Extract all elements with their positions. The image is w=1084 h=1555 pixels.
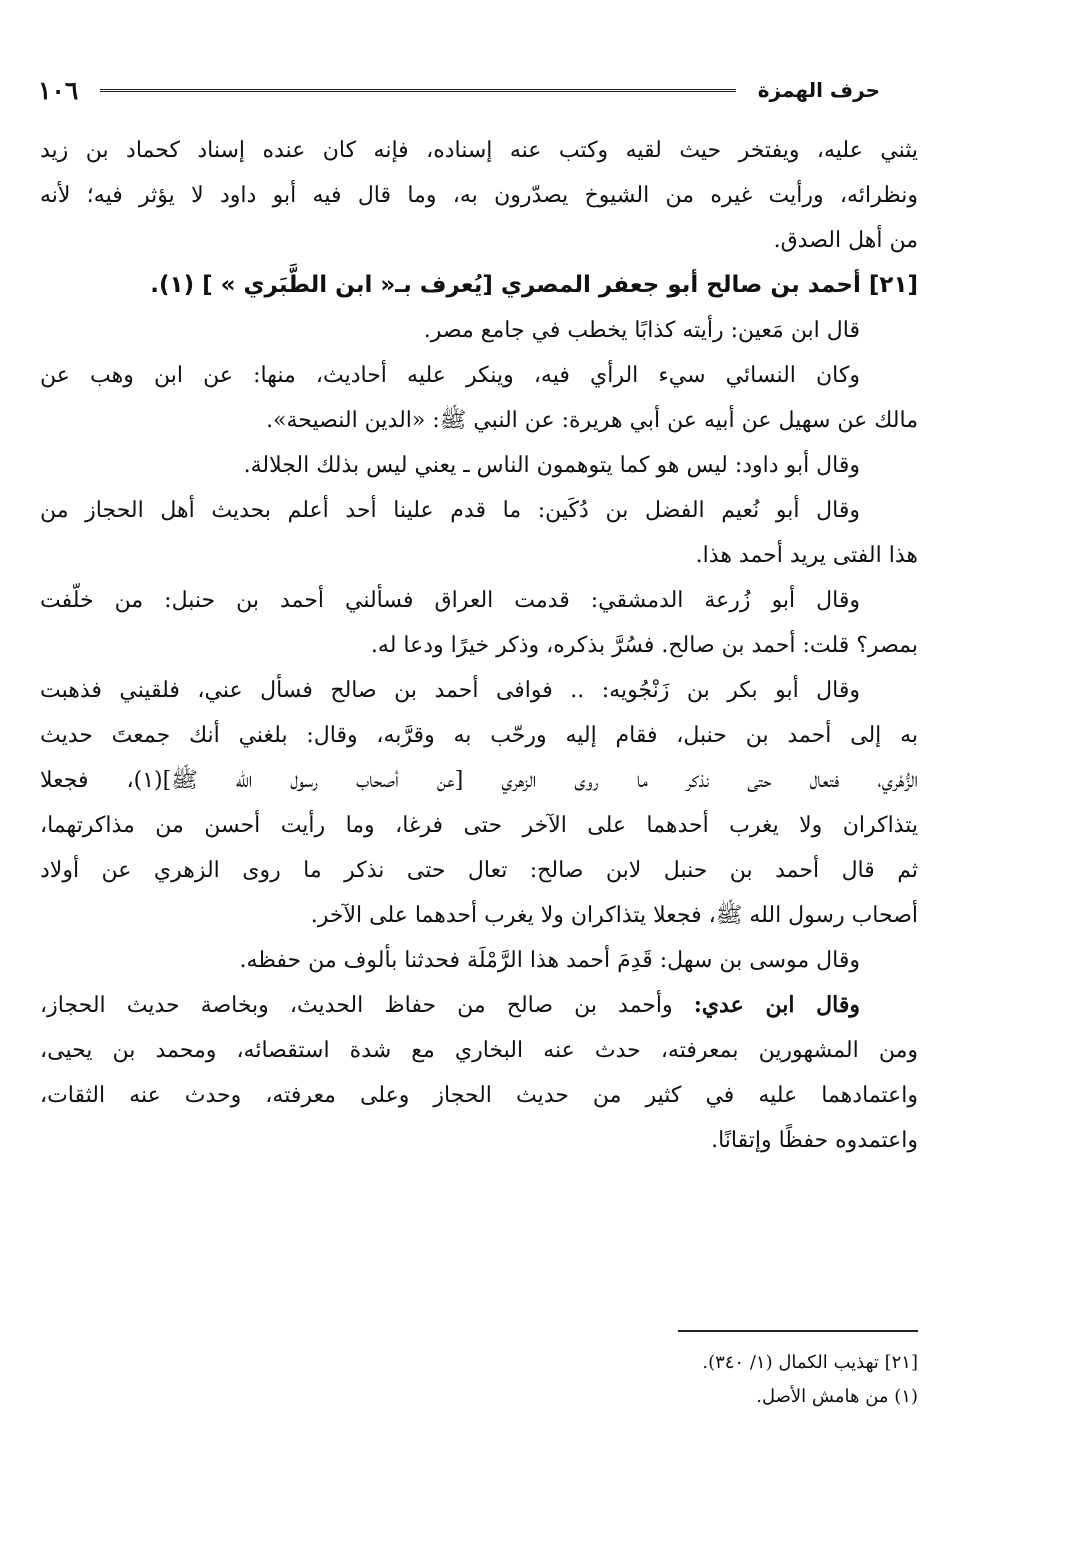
ibn-adi-rest: وأحمد بن صالح من حفاظ الحديث، وبخاصة حديث الحجاز، xyxy=(40,993,694,1018)
text-line xyxy=(40,983,918,1028)
page-number: ١٠٦ xyxy=(38,75,79,105)
text-line: أصحاب رسول الله ﷺ، فجعلا يتذاكران ولا يغرب أحدهما على الآخر. xyxy=(310,903,918,928)
header-rule xyxy=(100,89,735,92)
footnotes xyxy=(500,1346,918,1414)
ibn-adi-lead: وقال ابن عدي: xyxy=(693,992,860,1018)
chapter-title: حرف الهمزة xyxy=(757,78,880,102)
text-line: الزُّهْري، فتعال حتى نذكر ما روى الزهري [عن أصحاب رسول الله ﷺ](١)، فجعلا xyxy=(40,768,918,793)
text-line: ومن المشهورين بمعرفته، حدث عنه البخاري مع شدة استقصائه، ومحمد بن يحيى، xyxy=(40,1038,918,1063)
text-line: مالك عن سهيل عن أبيه عن أبي هريرة: عن النبي ﷺ: «الدين النصيحة». xyxy=(266,408,918,433)
text-line: وقال أبو نُعيم الفضل بن دُكَين: ما قدم علينا أحد أعلم بحديث أهل الحجاز من xyxy=(40,498,860,523)
text-line: واعتمدوه حفظًا وإتقانًا. xyxy=(711,1128,918,1153)
entry-heading: [٢١] أحمد بن صالح أبو جعفر المصري [يُعرف بـ« ابن الطَّبَري » ] (١). xyxy=(150,272,918,298)
main-text xyxy=(40,128,918,1163)
running-header xyxy=(38,70,880,110)
footnote-separator xyxy=(678,1330,918,1332)
text-line: وكان النسائي سيء الرأي فيه، وينكر عليه أحاديث، منها: عن ابن وهب عن xyxy=(40,363,860,388)
footnote: [٢١] تهذيب الكمال (١/ ٣٤٠). xyxy=(702,1352,918,1373)
text-line: ونظرائه، ورأيت غيره من الشيوخ يصدّرون به، وما قال فيه أبو داود لا يؤثر فيه؛ لأنه xyxy=(40,183,918,208)
text-line: وقال أبو بكر بن زَنْجُويه: .. فوافى أحمد بن صالح فسأل عني، فلقيني فذهبت xyxy=(40,678,860,703)
text-line: يتذاكران ولا يغرب أحدهما على الآخر حتى فرغا، وما رأيت أحسن من مذاكرتهما، xyxy=(40,813,918,838)
text-line: به إلى أحمد بن حنبل، فقام إليه ورحّب به وقرَّبه، وقال: بلغني أنك جمعتَ حديث xyxy=(40,723,918,748)
text-line: واعتمادهما عليه في كثير من حديث الحجاز وعلى معرفته، وحدث عنه الثقات، xyxy=(40,1083,918,1108)
text-line: قال ابن مَعين: رأيته كذابًا يخطب في جامع مصر. xyxy=(423,318,860,343)
text-line: ثم قال أحمد بن حنبل لابن صالح: تعال حتى نذكر ما روى الزهري عن أولاد xyxy=(40,858,918,883)
footnote: (١) من هامش الأصل. xyxy=(756,1386,918,1407)
text-line: وقال موسى بن سهل: قَدِمَ أحمد هذا الرَّمْلَة فحدثنا بألوف من حفظه. xyxy=(239,948,860,973)
text-line: وقال أبو زُرعة الدمشقي: قدمت العراق فسألني أحمد بن حنبل: من خلّفت xyxy=(40,588,860,613)
text-line: هذا الفتى يريد أحمد هذا. xyxy=(695,543,918,568)
text-line: بمصر؟ قلت: أحمد بن صالح. فسُرَّ بذكره، وذكر خيرًا ودعا له. xyxy=(370,633,918,658)
text-line: وقال أبو داود: ليس هو كما يتوهمون الناس ـ يعني ليس بذلك الجلالة. xyxy=(243,453,860,478)
text-line: من أهل الصدق. xyxy=(773,228,918,253)
text-line: يثني عليه، ويفتخر حيث لقيه وكتب عنه إسناده، فإنه كان عنده إسناد كحماد بن زيد xyxy=(40,138,918,163)
